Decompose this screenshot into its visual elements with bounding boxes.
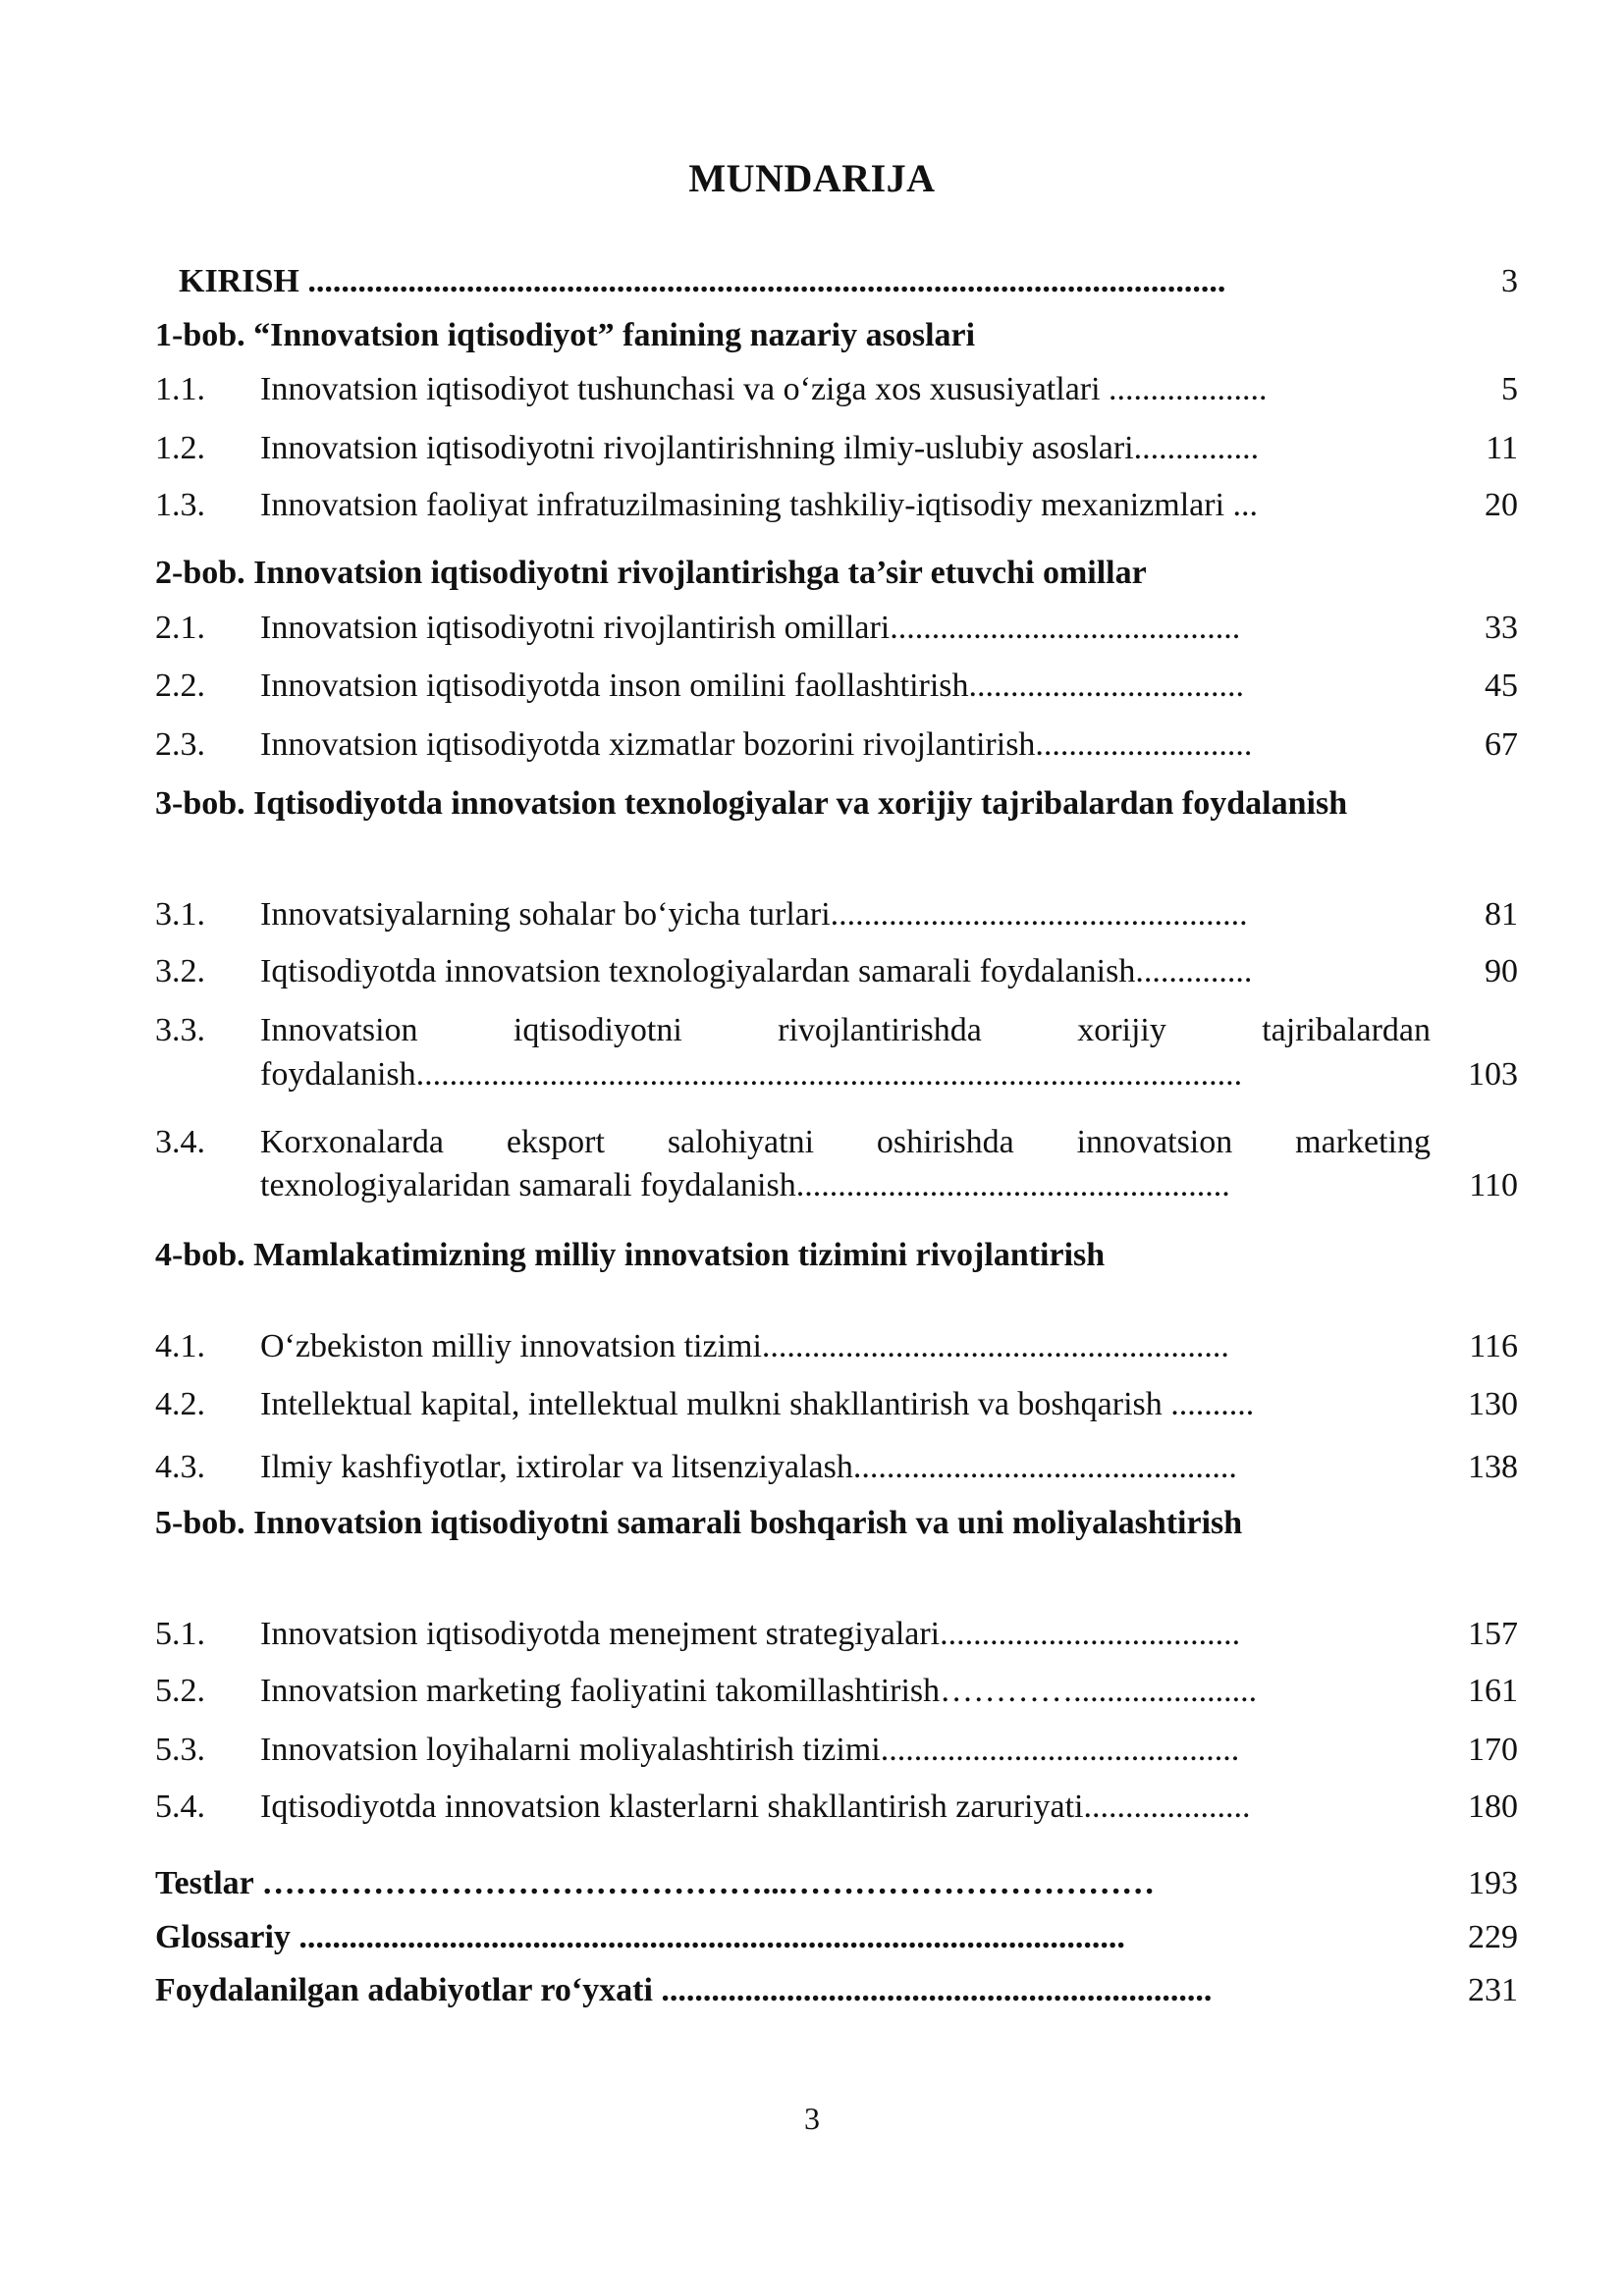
toc-section-number: 1.2. [155, 430, 205, 466]
page-title: MUNDARIJA [688, 156, 936, 200]
toc-page-number: 103 [1468, 1056, 1518, 1093]
toc-entry-text: Innovatsion iqtisodiyotda menejment strategiyalari.................................... [260, 1616, 1241, 1652]
toc-section-number: 3.3. [155, 1012, 205, 1048]
toc-page-number: 116 [1469, 1328, 1518, 1364]
toc-page-number: 3 [1501, 263, 1518, 299]
toc-entry-text: Innovatsion iqtisodiyotni rivojlantirishning ilmiy-uslubiy asoslari............... [260, 430, 1260, 466]
toc-section-number: 4.2. [155, 1386, 205, 1422]
chapter-title: 4-bob. Mamlakatimizning milliy innovatsion tizimini rivojlantirish [155, 1237, 1106, 1273]
toc-page-number: 20 [1485, 487, 1518, 523]
page-number-footer: 3 [804, 2101, 820, 2136]
toc-entry-text: Innovatsion marketing faoliyatini takomillashtirish…………...................... [260, 1673, 1258, 1709]
toc-page-number: 157 [1468, 1616, 1518, 1652]
toc-section-number: 5.1. [155, 1616, 205, 1652]
toc-page-number: 67 [1485, 726, 1518, 763]
toc-section-number: 3.2. [155, 953, 205, 989]
toc-entry-text-line1: Korxonalarda eksport salohiyatni oshirishda innovatsion marketing [260, 1124, 1431, 1160]
toc-page-number: 45 [1485, 667, 1518, 704]
toc-section-number: 5.2. [155, 1673, 205, 1709]
toc-entry-text: Glossariy ................................................................................................... [155, 1919, 1125, 1955]
toc-entry-text: Iqtisodiyotda innovatsion texnologiyalardan samarali foydalanish.............. [260, 953, 1253, 989]
toc-page-number: 81 [1485, 896, 1518, 933]
toc-section-number: 4.1. [155, 1328, 205, 1364]
toc-page-number: 138 [1468, 1449, 1518, 1485]
toc-entry-text: Testlar ………………………………………...…………………………… [155, 1865, 1156, 1901]
toc-page-number: 231 [1468, 1972, 1518, 2008]
toc-entry-text: Innovatsion iqtisodiyotni rivojlantirish omillari.......................................... [260, 610, 1241, 646]
toc-entry-text: Innovatsion iqtisodiyot tushunchasi va o‘ziga xos xususiyatlari ................... [260, 371, 1268, 407]
toc-entry-text: Innovatsiyalarning sohalar bo‘yicha turlari.................................................. [260, 896, 1248, 933]
toc-section-number: 4.3. [155, 1449, 205, 1485]
toc-page-number: 33 [1485, 610, 1518, 646]
toc-page-number: 110 [1469, 1167, 1518, 1203]
toc-page-number: 170 [1468, 1732, 1518, 1768]
toc-entry-text: Innovatsion loyihalarni moliyalashtirish tizimi........................................... [260, 1732, 1240, 1768]
toc-section-number: 3.4. [155, 1124, 205, 1160]
toc-page-number: 130 [1468, 1386, 1518, 1422]
toc-section-number: 2.3. [155, 726, 205, 763]
toc-entry-text: Innovatsion faoliyat infratuzilmasining tashkiliy-iqtisodiy mexanizmlari ... [260, 487, 1259, 523]
chapter-title: 3-bob. Iqtisodiyotda innovatsion texnologiyalar va xorijiy tajribalardan foydalanish [155, 785, 1348, 822]
toc-section-number: 5.4. [155, 1789, 205, 1825]
toc-page-number: 90 [1485, 953, 1518, 989]
toc-entry-text-line1: Innovatsion iqtisodiyotni rivojlantirishda xorijiy tajribalardan [260, 1012, 1431, 1048]
toc-entry-text-line2: texnologiyalaridan samarali foydalanish.................................................... [260, 1167, 1230, 1203]
toc-entry-text: Intellektual kapital, intellektual mulkni shakllantirish va boshqarish .......... [260, 1386, 1255, 1422]
toc-section-number: 1.3. [155, 487, 205, 523]
toc-section-number: 3.1. [155, 896, 205, 933]
toc-entry-text: Innovatsion iqtisodiyotda inson omilini faollashtirish................................. [260, 667, 1245, 704]
toc-page-number: 5 [1501, 371, 1518, 407]
chapter-title: 1-bob. “Innovatsion iqtisodiyot” fanining nazariy asoslari [155, 317, 976, 353]
toc-section-number: 2.2. [155, 667, 205, 704]
toc-page-number: 180 [1468, 1789, 1518, 1825]
toc-section-number: 1.1. [155, 371, 205, 407]
chapter-title: 5-bob. Innovatsion iqtisodiyotni samarali boshqarish va uni moliyalashtirish [155, 1505, 1243, 1541]
toc-page-number: 193 [1468, 1865, 1518, 1901]
toc-entry-text: Innovatsion iqtisodiyotda xizmatlar bozorini rivojlantirish.......................... [260, 726, 1253, 763]
toc-entry-text: O‘zbekiston milliy innovatsion tizimi........................................................ [260, 1328, 1229, 1364]
toc-entry-text-line2: foydalanish................................................................................................... [260, 1056, 1243, 1093]
toc-section-number: 5.3. [155, 1732, 205, 1768]
toc-entry-text: KIRISH .............................................................................................................. [179, 263, 1226, 299]
toc-entry-text: Iqtisodiyotda innovatsion klasterlarni shakllantirish zaruriyati.................... [260, 1789, 1251, 1825]
toc-page-number: 11 [1486, 430, 1518, 466]
toc-entry-text: Ilmiy kashfiyotlar, ixtirolar va litsenziyalash.............................................. [260, 1449, 1237, 1485]
toc-page-number: 229 [1468, 1919, 1518, 1955]
toc-entry-text: Foydalanilgan adabiyotlar ro‘yxati .................................................................. [155, 1972, 1213, 2008]
toc-section-number: 2.1. [155, 610, 205, 646]
toc-page-number: 161 [1468, 1673, 1518, 1709]
chapter-title: 2-bob. Innovatsion iqtisodiyotni rivojlantirishga ta’sir etuvchi omillar [155, 555, 1147, 591]
